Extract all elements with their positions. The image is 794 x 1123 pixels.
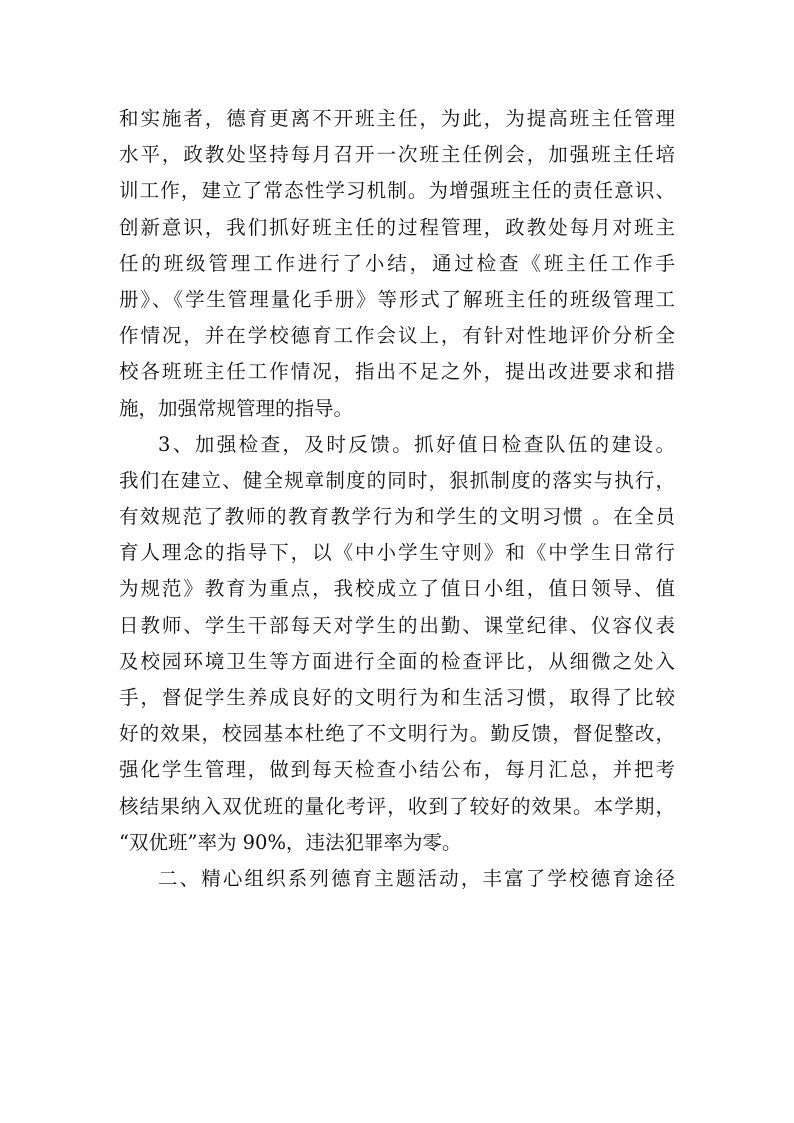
text-line: 任的班级管理工作进行了小结，通过检查《班主任工作手 (119, 251, 675, 275)
text-line: 作情况，并在学校德育工作会议上，有针对性地评价分析全 (119, 324, 675, 348)
text-line: 好的效果，校园基本杜绝了不文明行为。勤反馈，督促整改， (119, 722, 675, 746)
text-line: 水平，政教处坚持每月召开一次班主任例会，加强班主任培 (119, 143, 675, 167)
text-line: 校各班班主任工作情况，指出不足之外，提出改进要求和措 (119, 360, 675, 384)
text-line: 日教师、学生干部每天对学生的出勤、课堂纪律、仪容仪表 (119, 613, 675, 637)
text-line: 训工作，建立了常态性学习机制。为增强班主任的责任意识、 (119, 179, 675, 203)
document-body (119, 101, 675, 897)
text-line: 核结果纳入双优班的量化考评，收到了较好的效果。本学期， (119, 794, 675, 818)
text-line: 3、加强检查，及时反馈。抓好值日检查队伍的建设。 (158, 432, 675, 456)
text-line: 育人理念的指导下，以《中小学生守则》和《中学生日常行 (119, 541, 675, 565)
text-line: 强化学生管理，做到每天检查小结公布，每月汇总，并把考 (119, 758, 675, 782)
text-line: 为规范》教育为重点，我校成立了值日小组，值日领导、值 (119, 577, 675, 601)
text-line: 册》、《学生管理量化手册》等形式了解班主任的班级管理工 (119, 287, 675, 311)
text-line: 创新意识，我们抓好班主任的过程管理，政教处每月对班主 (119, 215, 675, 239)
text-line: 二、精心组织系列德育主题活动，丰富了学校德育途径 (158, 866, 675, 890)
text-line: 施，加强常规管理的指导。 (119, 396, 354, 420)
text-line: 我们在建立、健全规章制度的同时，狠抓制度的落实与执行， (119, 468, 675, 492)
text-line: 及校园环境卫生等方面进行全面的检查评比，从细微之处入 (119, 649, 675, 673)
text-line: 有效规范了教师的教育教学行为和学生的文明习惯 。在全员 (119, 505, 675, 529)
text-line: “双优班”率为 90%，违法犯罪率为零。 (119, 830, 462, 854)
text-line: 手，督促学生养成良好的文明行为和生活习惯，取得了比较 (119, 686, 675, 709)
text-line: 和实施者，德育更离不开班主任，为此，为提高班主任管理 (119, 107, 675, 130)
